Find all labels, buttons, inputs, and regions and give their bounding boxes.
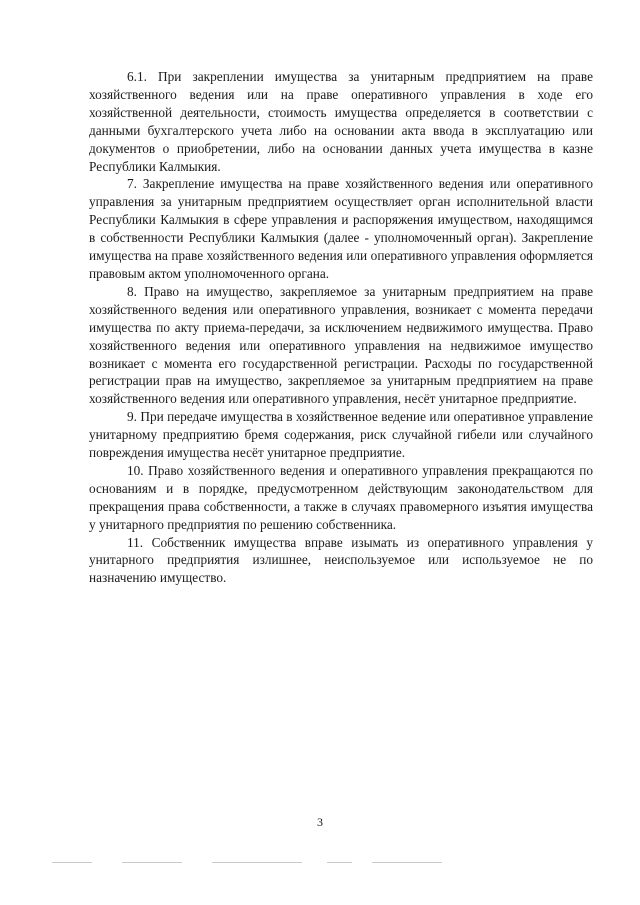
paragraph-10: 10. Право хозяйственного ведения и оперативного управления прекращаются по основаниям и в порядке, предусмотренном действующим законодательством для прекращения права собственности, а также в случаях правомерного изъятия имущества у унитарного предприятия по решению собственника.: [89, 462, 593, 532]
document-body: [89, 68, 593, 587]
paragraph-9: 9. При передаче имущества в хозяйственное ведение или оперативное управление унитарному предприятию бремя содержания, риск случайной гибели или случайного повреждения имущества несёт унитарное предприятие.: [89, 409, 593, 461]
scan-artifact-line: [52, 862, 572, 864]
paragraph-11: 11. Собственник имущества вправе изымать из оперативного управления у унитарного предприятия излишнее, неиспользуемое или используемое не по назначению имущество.: [89, 534, 593, 586]
paragraph-6-1: 6.1. При закреплении имущества за унитарным предприятием на праве хозяйственного ведения или на праве оперативного управления в ходе его хозяйственной деятельности, стоимость имущества определяется в соответствии с данными бухгалтерского учета либо на основании акта ввода в эксплуатацию или документов о приобретении, либо на основании данных учета имущества в казне Республики Калмыкия.: [89, 69, 593, 174]
paragraph-7: 7. Закрепление имущества на праве хозяйственного ведения или оперативного управления за унитарным предприятием осуществляет орган исполнительной власти Республики Калмыкия в сфере управления и распоряжения имуществом, находящимся в собственности Республики Калмыкия (далее - уполномоченный орган). Закрепление имущества на праве хозяйственного ведения или оперативного управления оформляется правовым актом уполномоченного органа.: [89, 176, 593, 281]
page-number: 3: [317, 815, 323, 829]
paragraph-8: 8. Право на имущество, закрепляемое за унитарным предприятием на праве хозяйственного ведения или оперативного управления, возникает с момента передачи имущества по акту приема-передачи, за исключением недвижимого имущества. Право хозяйственного ведения или оперативного управления на недвижимое имущество возникает с момента его государственной регистрации. Расходы по государственной регистрации прав на имущество, закрепляемое за унитарным предприятием на праве хозяйственного ведения или оперативного управления, несёт унитарное предприятие.: [89, 283, 593, 407]
